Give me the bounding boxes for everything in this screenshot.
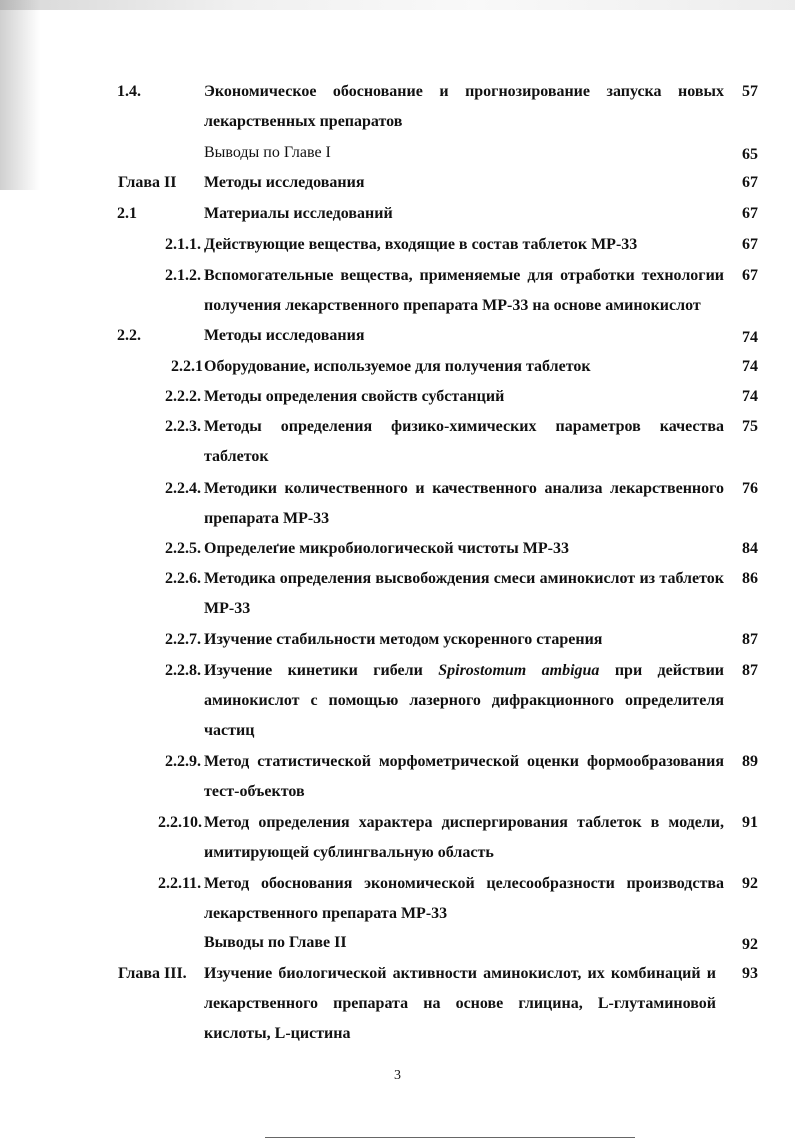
toc-entry-title: Выводы по Главе II	[204, 934, 347, 951]
toc-entry-title: Экономическое обоснование и прогнозирование запуска новых лекарственных препаратов	[204, 83, 724, 130]
toc-entry-number: 2.2.10.	[158, 814, 202, 831]
toc-entry-title-part: Изучение кинетики гибели	[204, 662, 439, 679]
toc-entry-page: 91	[742, 814, 758, 831]
toc-entry-page: 67	[742, 267, 758, 284]
toc-entry-page: 87	[742, 662, 758, 679]
toc-entry-number: 2.2.5.	[165, 540, 201, 557]
toc-entry-page: 75	[742, 418, 758, 435]
toc-entry-page: 67	[742, 236, 758, 253]
toc-entry-number: 2.2.11.	[158, 875, 202, 892]
toc-entry-title: Оборудование, используемое для получения таблеток	[204, 358, 591, 375]
toc-entry-number: 1.4.	[117, 83, 141, 100]
toc-entry-title: Изучение биологической активности аминокислот, их комбинаций и лекарственного препарата на основе глицина, L-глутаминовой кислоты, L-цистина	[204, 965, 716, 1042]
toc-entry-title: Метод обоснования экономической целесообразности производства лекарственного препарата МР-33	[204, 875, 724, 922]
toc-entry-page: 92	[742, 875, 758, 892]
toc-entry-page: 65	[742, 146, 758, 163]
toc-entry-number: 2.2.8.	[165, 662, 201, 679]
species-name: Spirostomum ambigua	[438, 662, 600, 679]
toc-entry-page: 86	[742, 570, 758, 587]
toc-entry-number: 2.2.7.	[165, 631, 201, 648]
toc-entry-title	[204, 656, 724, 746]
toc-entry-title: Метод определения характера диспергирования таблеток в модели, имитирующей сублингвальную область	[204, 814, 724, 861]
toc-entry-title: Методы определения физико-химических параметров качества таблеток	[204, 418, 724, 465]
toc-entry-page: 74	[742, 358, 758, 375]
toc-entry-page: 67	[742, 174, 758, 191]
toc-entry-title: Методы исследования	[204, 327, 365, 344]
toc-entry-title: Методика определения высвобождения смеси аминокислот из таблеток МР-33	[204, 570, 724, 617]
toc-entry-title: Вспомогательные вещества, применяемые для отработки технологии получения лекарственного препарата МР-33 на основе аминокислот	[204, 267, 724, 314]
toc-entry-page: 74	[742, 388, 758, 405]
toc-entry-title: Материалы исследований	[204, 205, 393, 222]
toc-entry-number: 2.2.3.	[165, 418, 201, 435]
toc-entry-number: 2.2.	[117, 327, 141, 344]
toc-entry-title: Методики количественного и качественного анализа лекарственного препарата МР-33	[204, 480, 724, 527]
toc-entry-number: 2.1	[117, 205, 137, 222]
toc-entry-title: Метод статистической морфометрической оценки формообразования тест-объектов	[204, 753, 724, 800]
toc-entry-title: Выводы по Главе I	[204, 144, 331, 161]
toc-entry-title: Действующие вещества, входящие в состав таблеток МР-33	[204, 236, 638, 253]
toc-entry-number: 2.1.1.	[165, 236, 201, 253]
toc-entry-number: Глава III.	[118, 965, 187, 982]
toc-entry-page: 84	[742, 540, 758, 557]
toc-entry-page: 92	[742, 936, 758, 953]
toc-entry-number: 2.1.2.	[165, 267, 201, 284]
page-number: 3	[394, 1068, 401, 1083]
toc-entry-number: 2.2.4.	[165, 480, 201, 497]
toc-entry-title-part: при действии аминокислот с помощью лазерного дифракционного определителя частиц	[204, 662, 725, 739]
toc-entry-title: Методы исследования	[204, 174, 365, 191]
toc-entry-title: Методы определения свойств субстанций	[204, 388, 505, 405]
toc-entry-page: 76	[742, 480, 758, 497]
toc-entry-title: Определеґие микробиологической чистоты МР-33	[204, 540, 569, 557]
toc-entry-page: 93	[742, 965, 758, 982]
toc-entry-page: 74	[742, 329, 758, 346]
toc-entry-page: 89	[742, 753, 758, 770]
toc-entry-number: 2.2.1	[171, 358, 203, 375]
scan-edge-bottom	[265, 1137, 635, 1139]
toc-entry-page: 67	[742, 205, 758, 222]
toc-entry-number: 2.2.9.	[165, 753, 201, 770]
toc-entry-page: 87	[742, 631, 758, 648]
toc-entry-title: Изучение стабильности методом ускоренного старения	[204, 631, 603, 648]
toc-entry-number: 2.2.6.	[165, 570, 201, 587]
toc-entry-number: Глава II	[118, 174, 177, 191]
toc-entry-number: 2.2.2.	[165, 388, 201, 405]
toc-entry-page: 57	[742, 83, 758, 100]
